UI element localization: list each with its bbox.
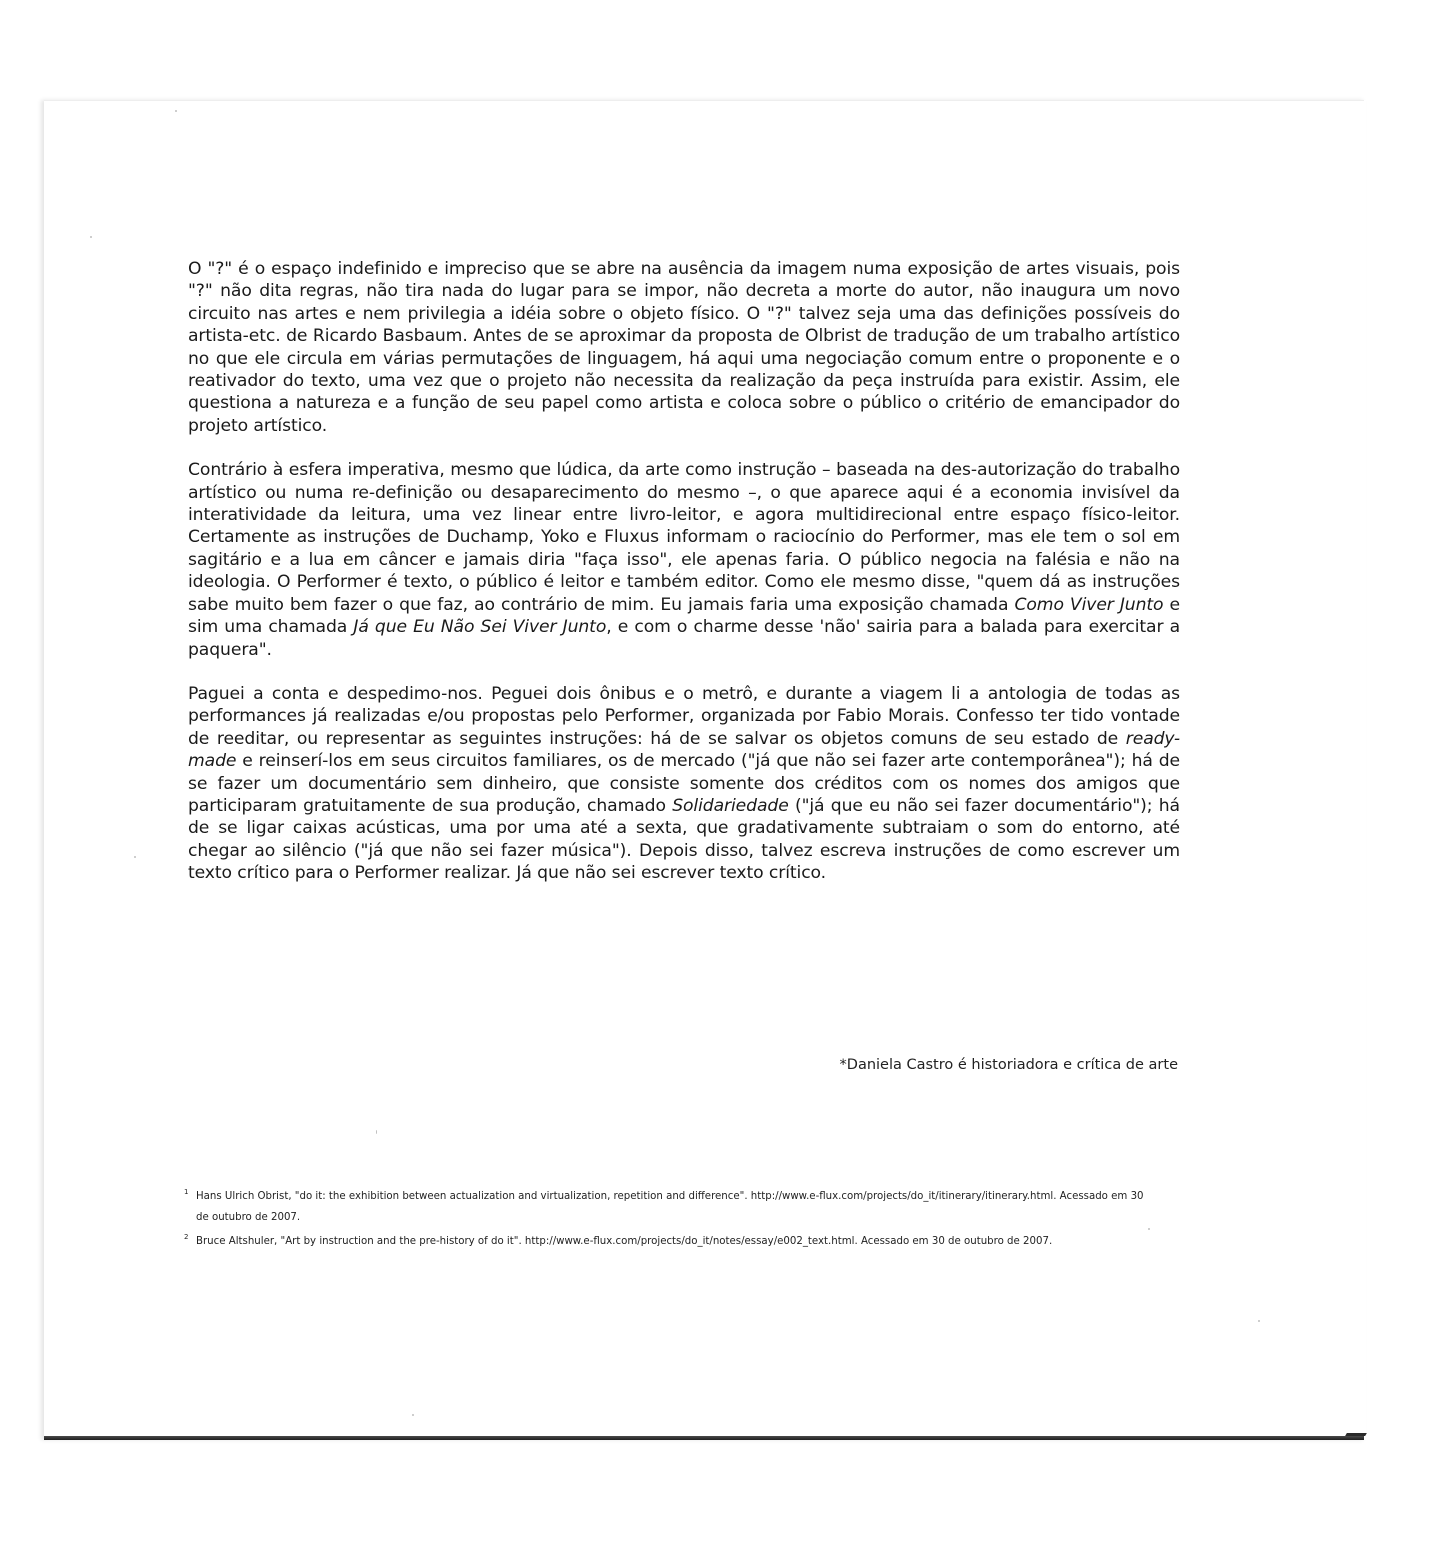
paragraph-1-text: O "?" é o espaço indefinido e impreciso que se abre na ausência da imagem numa exposição de artes visuais, pois "?" não dita regras, não tira nada do lugar para se impor, não decreta a morte do autor, não inaugura um novo circuito nas artes e nem privilegia a idéia sobre o objeto físico. O "?" talvez seja uma das definições possíveis do artista-etc. de Ricardo Basbaum. Antes de se aproximar da proposta de Olbrist de tradução de um trabalho artístico no que ele circula em várias permutações de linguagem, há aqui uma negociação comum entre o proponente e o reativador do texto, uma vez que o projeto não necessita da realização da peça instruída para existir. Assim, ele questiona a natureza e a função de seu papel como artista e coloca sobre o público o critério de emancipador do projeto artístico. (188, 259, 1180, 436)
paragraph-1 (188, 258, 1180, 437)
paragraph-2-text-a: Contrário à esfera imperativa, mesmo que lúdica, da arte como instrução – baseada na des-autorização do trabalho artístico ou numa re-definição ou desaparecimento do mesmo –, o que aparece aqui é a economia invisível da interatividade da leitura, uma vez linear entre livro-leitor, e agora multidirecional entre espaço físico-leitor. Certamente as instruções de Duchamp, Yoko e Fluxus informam o raciocínio do Performer, mas ele tem o sol em sagitário e a lua em câncer e jamais diria "faça isso", ele apenas faria. O público negocia na falésia e não na ideologia. O Performer é texto, o público é leitor e também editor. Como ele mesmo disse, "quem dá as instruções sabe muito bem fazer o que faz, ao contrário de mim. Eu jamais faria uma exposição chamada (188, 460, 1180, 615)
scan-speck (1148, 1228, 1150, 1230)
italic-title-ja-que-eu-nao-sei: Já que Eu Não Sei Viver Junto (353, 617, 607, 638)
paragraph-2-text-c: , e com o charme desse 'não' sairia para a balada para exercitar a paquera". (188, 617, 1181, 660)
article-body (188, 258, 1180, 907)
paper-bottom-edge (44, 1436, 1364, 1440)
scan-speck (175, 110, 177, 112)
scan-speck (90, 236, 92, 238)
paragraph-2 (188, 459, 1180, 661)
footnote-2-number: 2 (184, 1233, 189, 1241)
paragraph-3-text-c: ("já que eu não sei fazer documentário"); há de se ligar caixas acústicas, uma por uma até a sexta, que gradativamente subtraiam o som do entorno, até chegar ao silêncio ("já que não sei fazer música"). Depois disso, talvez escreva instruções de como escrever um texto crítico para o Performer realizar. Já que não sei escrever texto crítico. (188, 795, 1180, 884)
italic-title-como-viver-junto: Como Viver Junto (1014, 594, 1164, 615)
paragraph-3-text-b: e reinserí-los em seus circuitos familiares, os de mercado ("já que não sei fazer arte contemporânea"); há de se fazer um documentário sem dinheiro, que consiste somente dos créditos com os nomes dos amigos que participaram gratuitamente de sua produção, chamado (188, 751, 1180, 816)
scan-speck (376, 1130, 377, 1134)
footnote-1-text: Hans Ulrich Obrist, "do it: the exhibition between actualization and virtualization, repetition and difference". http://www.e-flux.com/projects/do_it/itinerary/itinerary.html. Acessado em 30 de outubro de 2007. (196, 1191, 1144, 1223)
author-signature: *Daniela Castro é historiadora e crítica de arte (839, 1057, 1178, 1073)
paragraph-3-text-a: Paguei a conta e despedimo-nos. Peguei dois ônibus e o metrô, e durante a viagem li a antologia de todas as performances já realizadas e/ou propostas pelo Performer, organizada por Fabio Morais. Confesso ter tido vontade de reeditar, ou representar as seguintes instruções: há de se salvar os objetos comuns de seu estado de (188, 683, 1180, 749)
footnotes (184, 1186, 1144, 1255)
paper-top-edge (44, 100, 1364, 101)
italic-title-solidariedade: Solidariedade (672, 795, 789, 816)
footnote-2-text: Bruce Altshuler, "Art by instruction and the pre-history of do it". http://www.e-flux.com/projects/do_it/notes/essay/e002_text.html. Acessado em 30 de outubro de 2007. (196, 1236, 1053, 1247)
paragraph-3 (188, 683, 1180, 885)
paper-corner-tip (1345, 1433, 1367, 1436)
scan-speck (134, 856, 136, 858)
italic-term-ready-made: ready-made (188, 728, 1180, 772)
scan-speck (1258, 1320, 1260, 1322)
footnote-2 (184, 1231, 1144, 1252)
footnote-1 (184, 1186, 1144, 1228)
scan-speck (412, 1414, 414, 1416)
footnote-1-number: 1 (184, 1188, 189, 1196)
paragraph-2-text-b: e sim uma chamada (188, 594, 1180, 638)
